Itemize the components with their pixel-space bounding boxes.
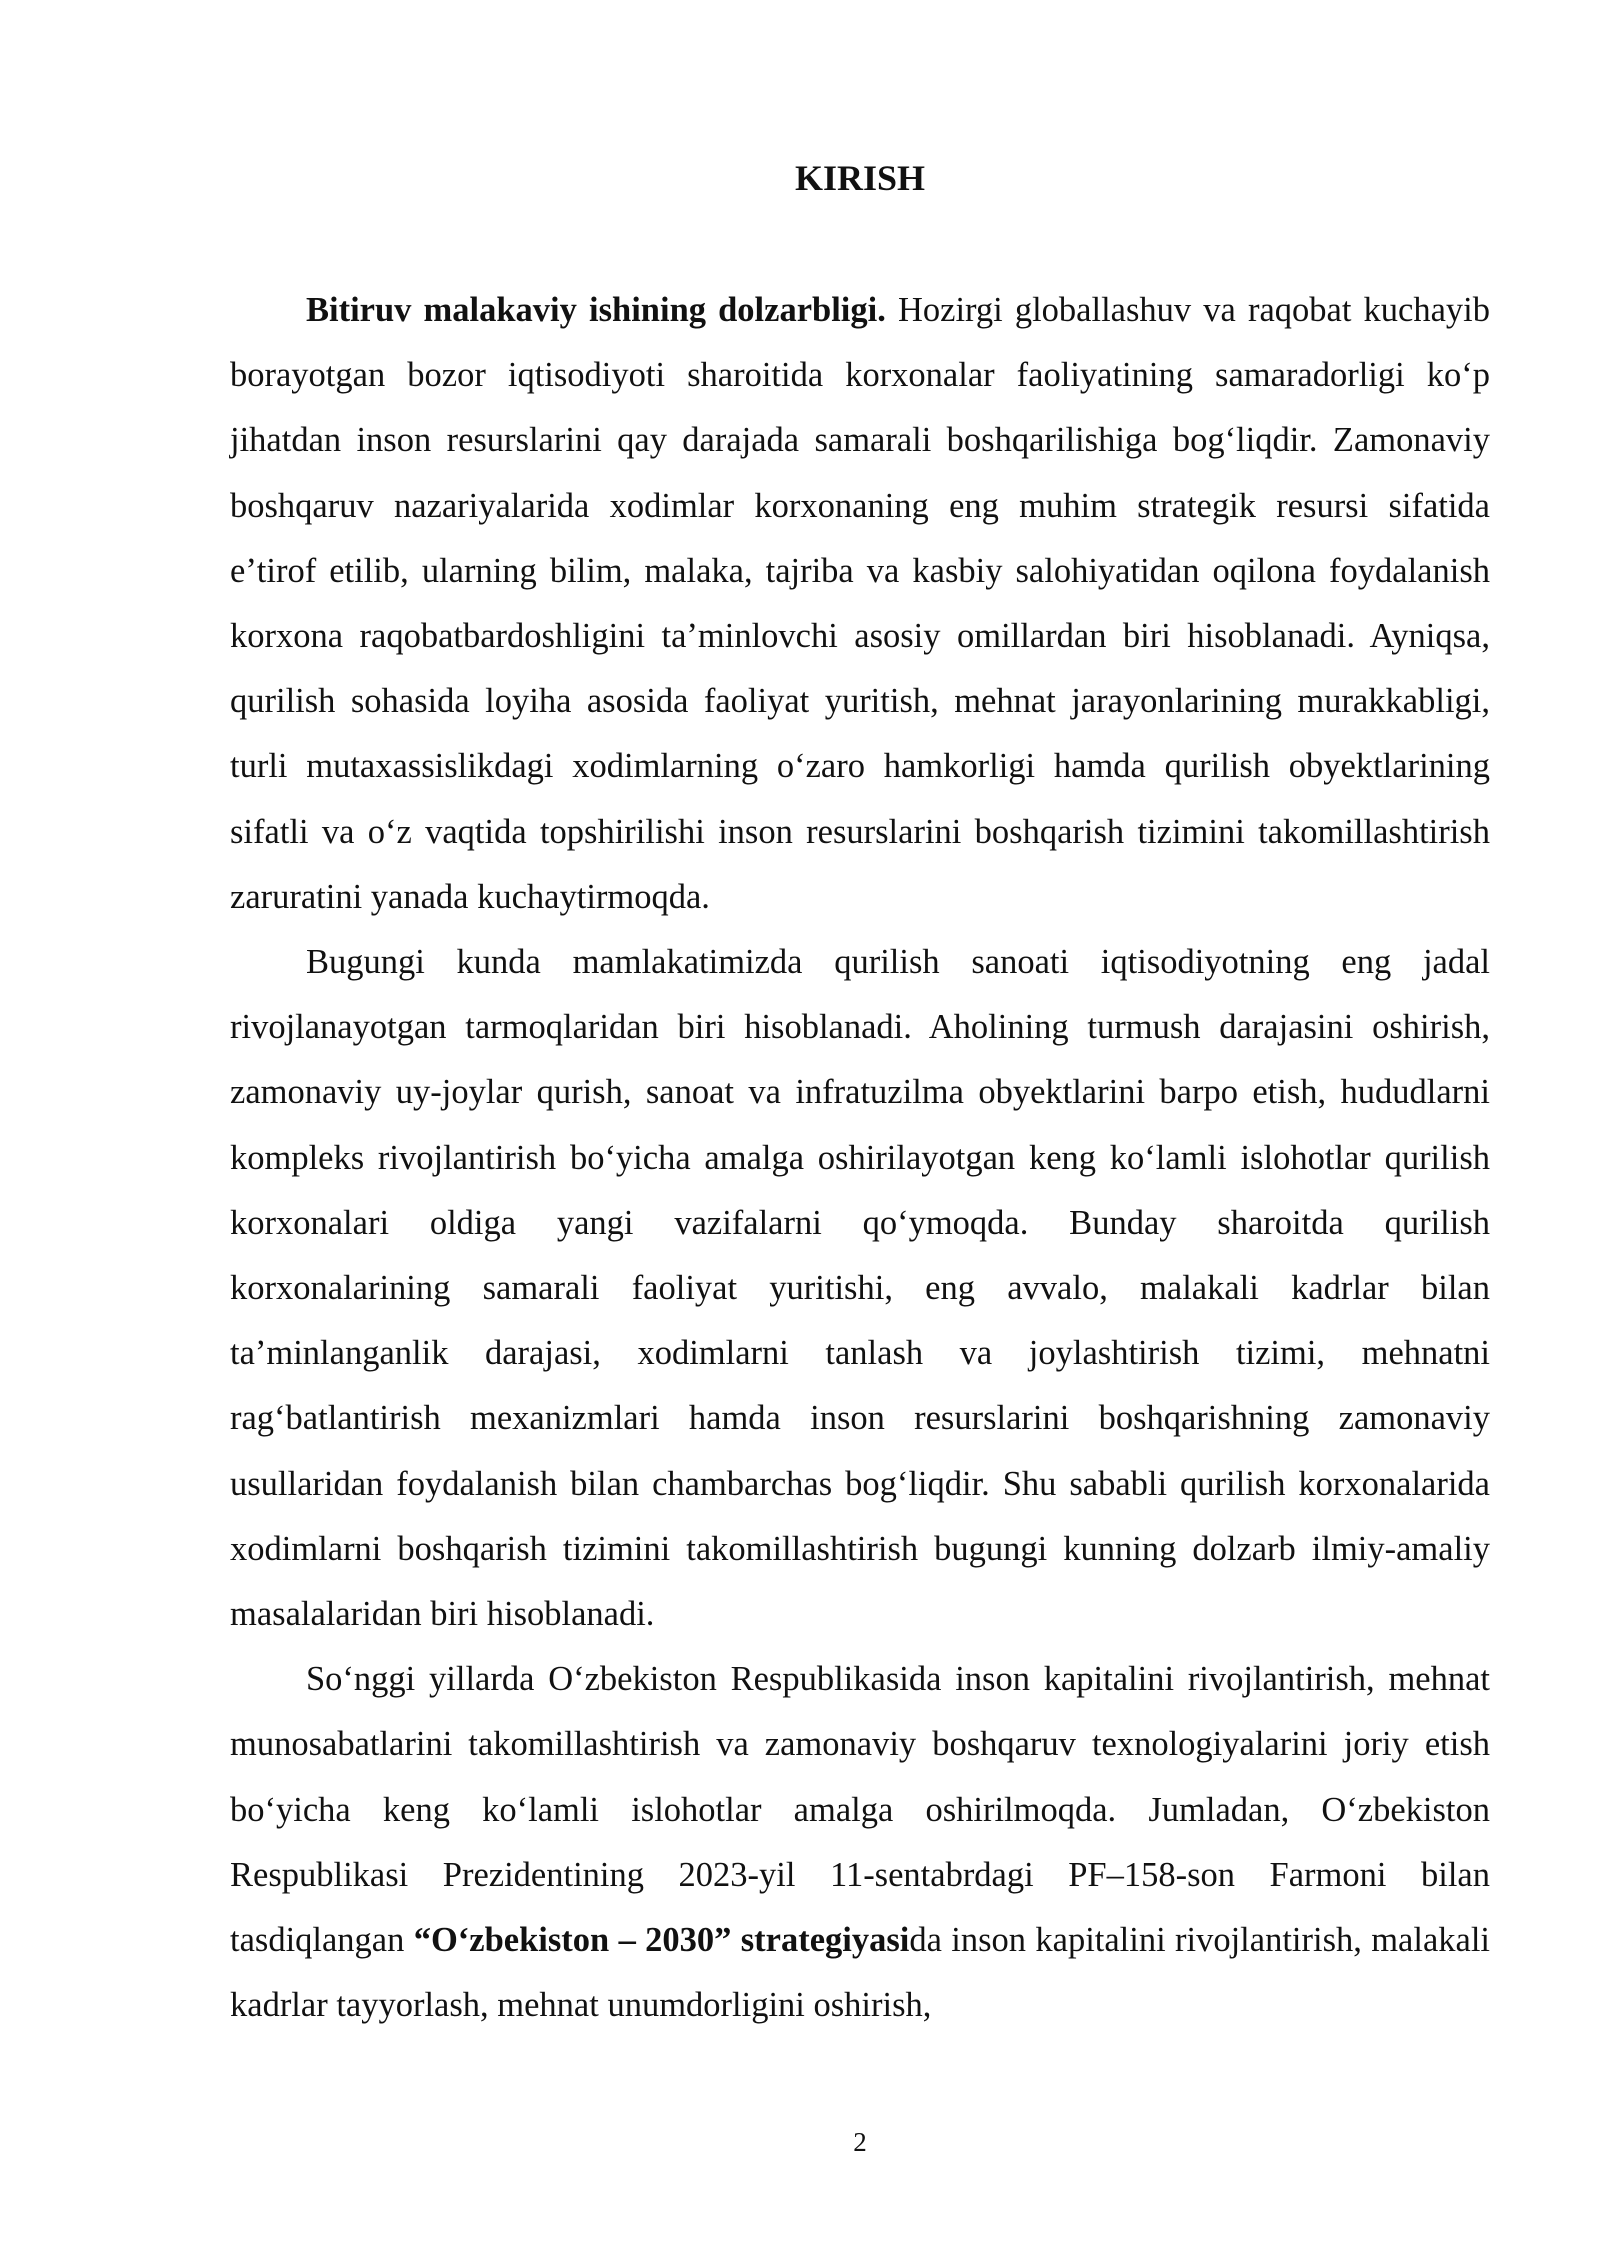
paragraph-lead-bold: Bitiruv malakaviy ishining dolzarbligi. bbox=[306, 291, 886, 329]
paragraph-construction-industry: Bugungi kunda mamlakatimizda qurilish sanoati iqtisodiyotning eng jadal rivojlanayotgan tarmoqlaridan biri hisoblanadi. Aholining turmush darajasini oshirish, zamonaviy uy-joylar qurish, sanoat va infratuzilma obyektlarini barpo etish, hududlarni kompleks rivojlantirish boʻyicha amalga oshirilayotgan keng koʻlamli islohotlar qurilish korxonalari oldiga yangi vazifalarni qoʻymoqda. Bunday sharoitda qurilish korxonalarining samarali faoliyat yuritishi, eng avvalo, malakali kadrlar bilan taʼminlanganlik darajasi, xodimlarni tanlash va joylashtirish tizimi, mehnatni ragʻbatlantirish mexanizmlari hamda inson resurslarini boshqarishning zamonaviy usullaridan foydalanish bilan chambarchas bogʻliqdir. Shu sababli qurilish korxonalarida xodimlarni boshqarish tizimini takomillashtirish bugungi kunning dolzarb ilmiy-amaliy masalalaridan biri hisoblanadi. bbox=[230, 943, 1490, 1634]
paragraph-text: da inson kapitalini rivojlantirish, malakali kadrlar tayyorlash, mehnat unumdorligini oshirish, bbox=[230, 1921, 1490, 2025]
paragraph-relevance bbox=[230, 278, 1490, 930]
paragraph-text: Hozirgi globallashuv va raqobat kuchayib borayotgan bozor iqtisodiyoti sharoitida korxonalar faoliyatining samaradorligi koʻp jihatdan inson resurslarini qay darajada samarali boshqarilishiga bogʻliqdir. Zamonaviy boshqaruv nazariyalarida xodimlar korxonaning eng muhim strategik resursi sifatida eʼtirof etilib, ularning bilim, malaka, tajriba va kasbiy salohiyatidan oqilona foydalanish korxona raqobatbardoshligini taʼminlovchi asosiy omillardan biri hisoblanadi. Ayniqsa, qurilish sohasida loyiha asosida faoliyat yuritish, mehnat jarayonlarining murakkabligi, turli mutaxassislikdagi xodimlarning oʻzaro hamkorligi hamda qurilish obyektlarining sifatli va oʻz vaqtida topshirilishi inson resurslarini boshqarish tizimini takomillashtirish zaruratini yanada kuchaytirmoqda. bbox=[230, 291, 1490, 916]
page-number: 2 bbox=[853, 2127, 867, 2157]
strategy-title-bold: “Oʻzbekiston – 2030” strategiyasi bbox=[413, 1921, 910, 1960]
body-text bbox=[230, 278, 1490, 2038]
page-title: KIRISH bbox=[794, 158, 926, 198]
paragraph-reforms bbox=[230, 1647, 1490, 2038]
paragraph-text: Soʻnggi yillarda Oʻzbekiston Respublikasida inson kapitalini rivojlantirish, mehnat munosabatlarini takomillashtirish va zamonaviy boshqaruv texnologiyalarini joriy etish boʻyicha keng koʻlamli islohotlar amalga oshirilmoqda. Jumladan, Oʻzbekiston Respublikasi Prezidentining 2023-yil 11-sentabrdagi PF–158-son Farmoni bilan tasdiqlangan bbox=[230, 1660, 1490, 1960]
